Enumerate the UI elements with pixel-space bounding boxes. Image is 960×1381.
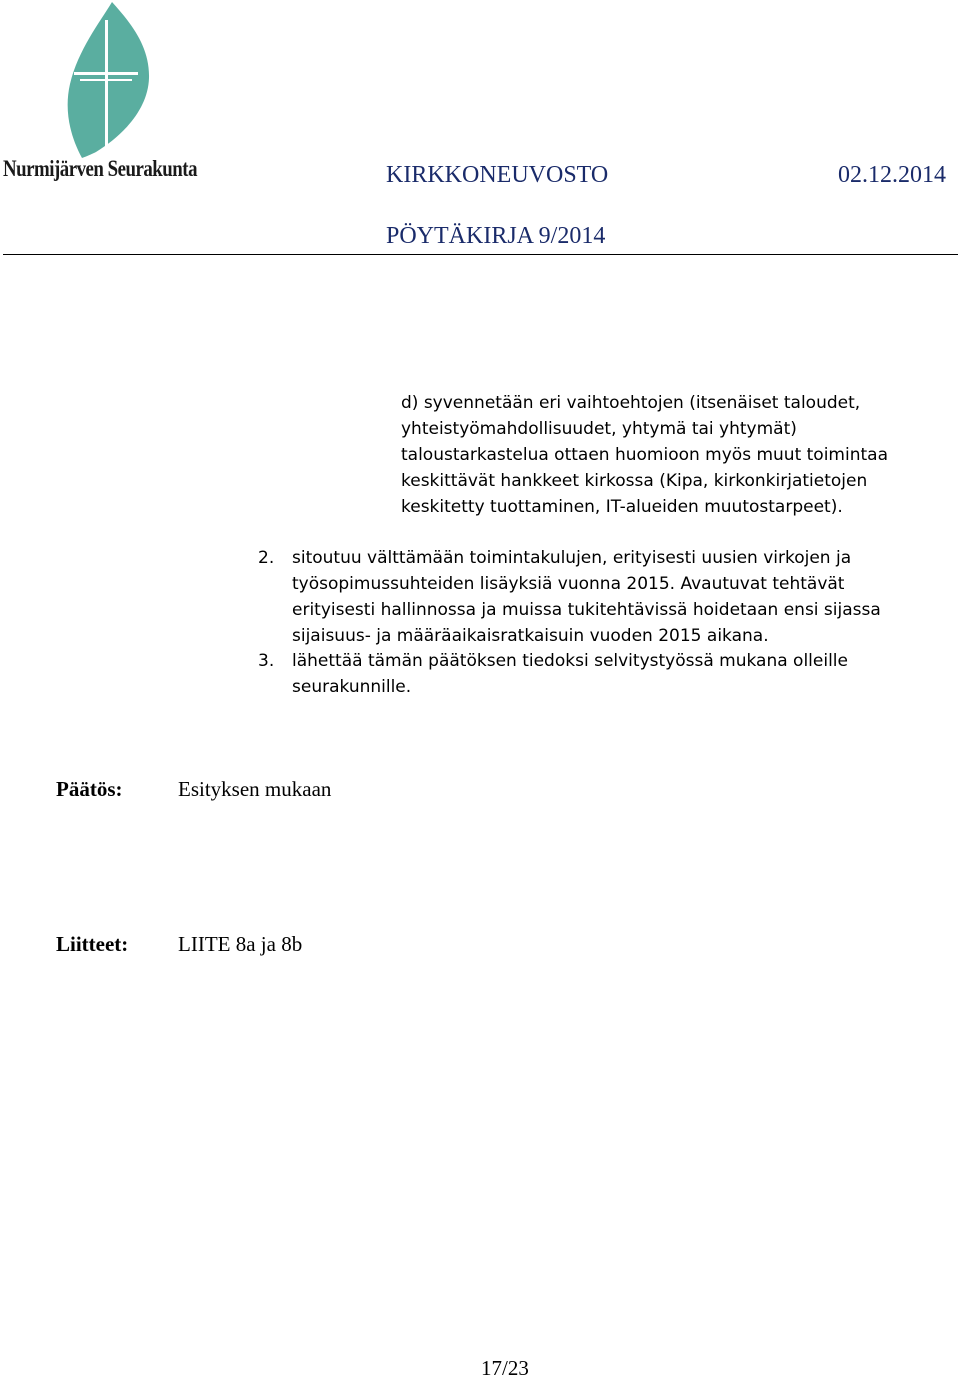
attachments-value: LIITE 8a ja 8b: [178, 932, 303, 956]
parish-leaf-cross-icon: [60, 0, 152, 158]
header-minutes-number: PÖYTÄKIRJA 9/2014: [386, 223, 606, 249]
paragraph-d: [401, 390, 926, 520]
paragraph-d-line: keskitetty tuottaminen, IT-alueiden muutostarpeet).: [401, 497, 843, 517]
paragraph-d-line: taloustarkastelua ottaen huomioon myös muut toimintaa: [401, 445, 888, 465]
cross-horizontal-2: [80, 79, 132, 81]
logo: [0, 0, 215, 190]
organization-name: Nurmijärven Seurakunta: [3, 156, 198, 181]
item-line: sitoutuu välttämään toimintakulujen, erityisesti uusien virkojen ja: [292, 548, 852, 568]
item-line: työsopimussuhteiden lisäyksiä vuonna 2015. Avautuvat tehtävät: [292, 574, 845, 594]
item-line: lähettää tämän päätöksen tiedoksi selvitystyössä mukana olleille: [292, 651, 848, 671]
item-line: sijaisuus- ja määräaikaisratkaisuin vuoden 2015 aikana.: [292, 626, 769, 646]
decision-label: Päätös:: [56, 777, 123, 801]
item-text: [292, 545, 932, 649]
item-line: seurakunnille.: [292, 677, 412, 697]
item-text: [292, 648, 932, 700]
header-board-title: KIRKKONEUVOSTO: [386, 162, 609, 188]
cross-vertical: [105, 20, 108, 148]
header-date: 02.12.2014: [838, 162, 946, 188]
paragraph-d-line: yhteistyömahdollisuudet, yhtymä tai yhtymät): [401, 419, 797, 439]
page-number: 17/23: [481, 1356, 529, 1380]
item-line: erityisesti hallinnossa ja muissa tukitehtävissä hoidetaan ensi sijassa: [292, 600, 881, 620]
decision-value: Esityksen mukaan: [178, 777, 332, 801]
item-number: 2.: [258, 548, 275, 568]
cross-horizontal: [74, 72, 138, 75]
item-number: 3.: [258, 651, 275, 671]
paragraph-d-line: d) syvennetään eri vaihtoehtojen (itsenäiset taloudet,: [401, 393, 861, 413]
attachments-label: Liitteet:: [56, 932, 129, 956]
paragraph-d-line: keskittävät hankkeet kirkossa (Kipa, kirkonkirjatietojen: [401, 471, 868, 491]
header-divider: [3, 254, 958, 255]
